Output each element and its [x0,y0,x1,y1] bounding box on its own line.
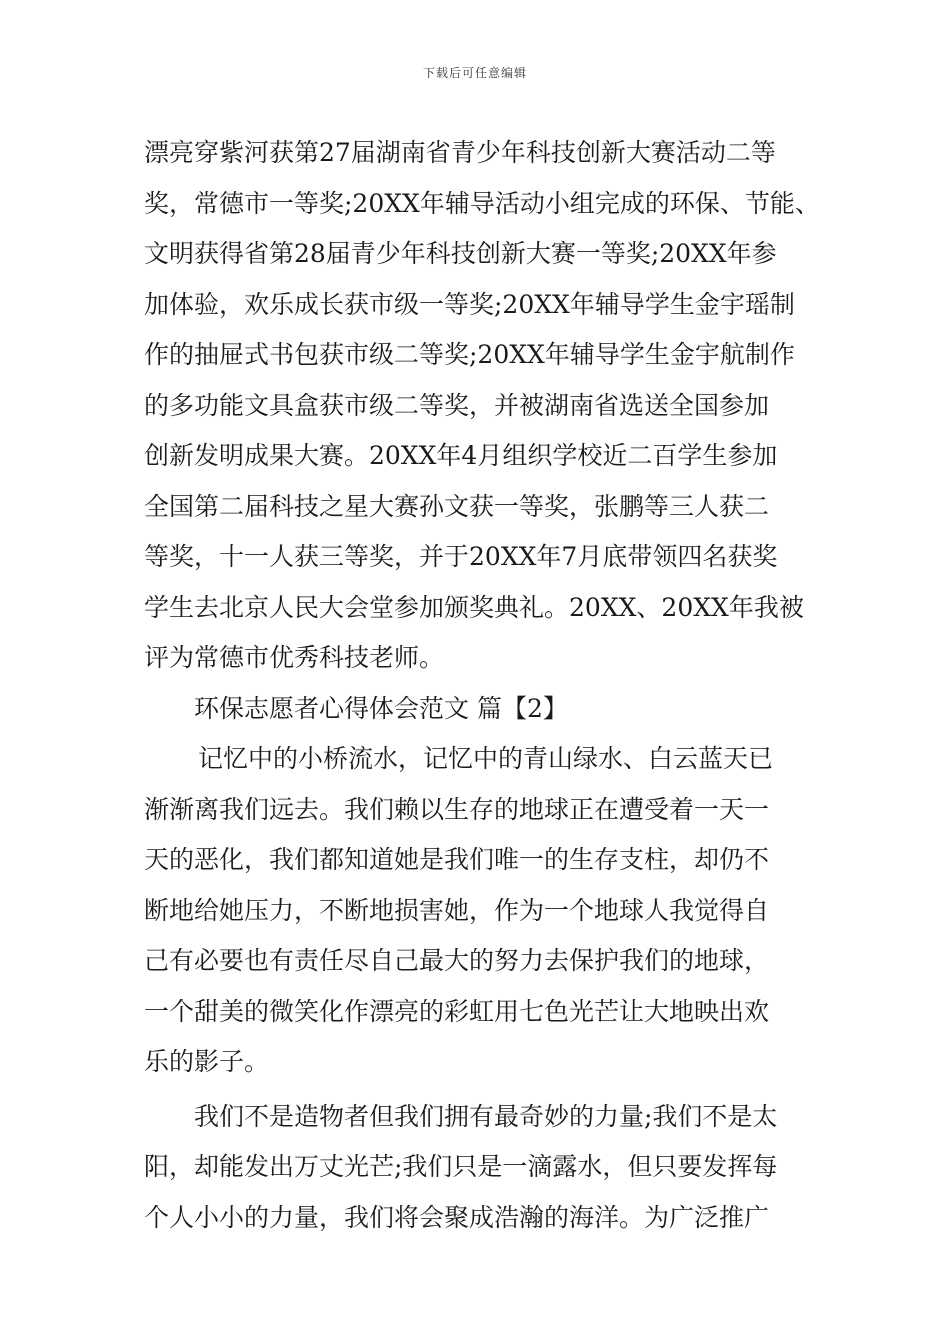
text-line: 己有必要也有责任尽自己最大的努力去保护我们的地球， [144,946,770,975]
text-line: 创新发明成果大赛。20XX年4月组织学校近二百学生参加 [144,441,778,470]
text-line: 阳，却能发出万丈光芒;我们只是一滴露水，但只要发挥每 [144,1152,778,1181]
paragraph-1 [144,128,820,684]
section-heading: 环保志愿者心得体会范文 篇【2】 [194,693,568,723]
paragraph-2 [144,734,816,1088]
text-line: 乐的影子。 [144,1047,270,1076]
text-line: 作的抽屉式书包获市级二等奖;20XX年辅导学生金宇航制作 [144,340,795,369]
text-line: 我们不是造物者但我们拥有最奇妙的力量;我们不是太 [194,1101,778,1131]
text-line: 加体验，欢乐成长获市级一等奖;20XX年辅导学生金宇瑶制 [144,289,795,319]
text-line: 学生去北京人民大会堂参加颁奖典礼。20XX、20XX年我被 [144,592,804,622]
text-line: 断地给她压力，不断地损害她，作为一个地球人我觉得自 [144,895,770,925]
paragraph-3 [144,1092,816,1244]
text-line: 的多功能文具盒获市级二等奖，并被湖南省选送全国参加 [144,390,770,420]
text-line: 天的恶化，我们都知道她是我们唯一的生存支柱，却仍不 [144,845,770,874]
text-line: 渐渐离我们远去。我们赖以生存的地球正在遭受着一天一 [144,794,770,824]
page-header: 下载后可任意编辑 [422,66,527,80]
text-line: 个人小小的力量，我们将会聚成浩瀚的海洋。为广泛推广 [144,1202,770,1232]
text-line: 记忆中的小桥流水，记忆中的青山绿水、白云蓝天已 [198,744,774,773]
text-line: 全国第二届科技之星大赛孙文获一等奖，张鹏等三人获二 [144,491,770,521]
text-line: 漂亮穿紫河获第27届湖南省青少年科技创新大赛活动二等 [144,138,776,167]
text-line: 文明获得省第28届青少年科技创新大赛一等奖;20XX年参 [144,239,777,268]
text-line: 奖，常德市一等奖;20XX年辅导活动小组完成的环保、节能、 [144,188,820,218]
text-line: 一个甜美的微笑化作漂亮的彩虹用七色光芒让大地映出欢 [144,996,770,1026]
text-line: 评为常德市优秀科技老师。 [144,643,445,672]
document-body [144,128,820,1243]
text-line: 等奖，十一人获三等奖，并于20XX年7月底带领四名获奖 [144,542,778,571]
